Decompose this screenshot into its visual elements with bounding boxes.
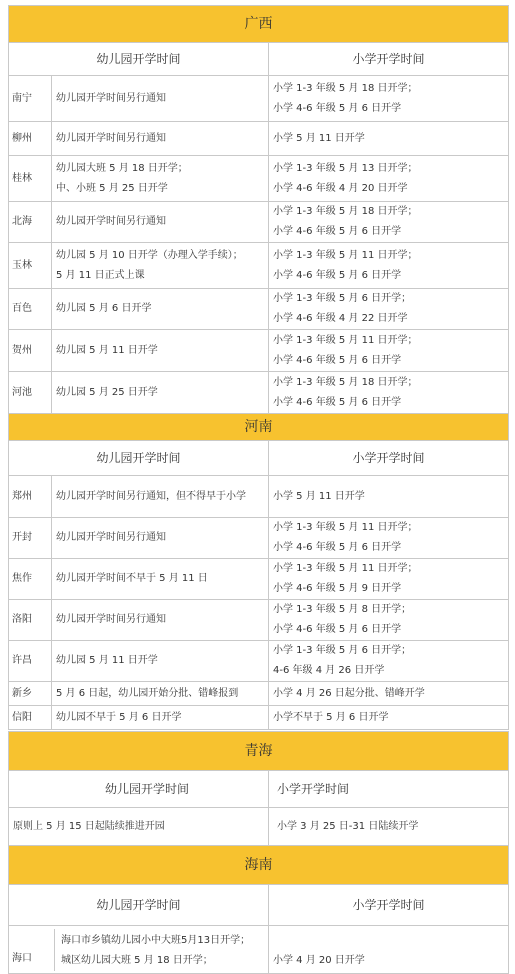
hainan-row-inner xyxy=(9,929,268,971)
city-cell: 南宁 xyxy=(9,76,52,122)
kindergarten-text: 幼儿园开学时间不早于 5 月 11 日 xyxy=(56,573,208,584)
primary-cell xyxy=(269,289,509,330)
kindergarten-text: 幼儿园 5 月 10 日开学（办理入学手续）； xyxy=(56,249,243,261)
table-row xyxy=(9,202,509,243)
primary-cell xyxy=(269,202,509,243)
kindergarten-text: 幼儿园开学时间另行通知 xyxy=(56,92,166,104)
primary-text: 小学 1-3 年级 5 月 11 日开学； xyxy=(273,563,418,574)
primary-text: 小学 4-6 年级 5 月 9 日开学 xyxy=(273,583,402,594)
kindergarten-text: 海口市乡镇幼儿园小中大班5月13日开学； xyxy=(61,934,251,946)
kindergarten-column-header: 幼儿园开学时间 xyxy=(9,771,269,808)
hainan-province-header xyxy=(9,846,509,885)
kindergarten-text: 幼儿园开学时间另行通知，但不得早于小学 xyxy=(56,490,246,502)
qinghai-hainan-table xyxy=(8,731,509,974)
province-title: 广西 xyxy=(9,6,509,43)
city-cell: 洛阳 xyxy=(9,600,52,641)
kindergarten-cell xyxy=(52,518,269,559)
primary-cell xyxy=(269,243,509,289)
kindergarten-cell xyxy=(52,243,269,289)
table-row xyxy=(9,559,509,600)
primary-text: 4-6 年级 4 月 26 日开学 xyxy=(273,665,385,676)
primary-column-header: 小学开学时间 xyxy=(269,43,509,76)
city-cell: 贺州 xyxy=(9,330,52,372)
primary-cell xyxy=(269,682,509,706)
henan-province-header xyxy=(9,414,509,441)
primary-cell xyxy=(269,476,509,518)
table-row xyxy=(9,706,509,730)
table-row xyxy=(9,243,509,289)
primary-text: 小学 1-3 年级 5 月 8 日开学； xyxy=(273,604,412,615)
primary-text: 小学 4-6 年级 4 月 22 日开学 xyxy=(273,313,408,324)
table-row xyxy=(9,330,509,372)
primary-cell: 小学 3 月 25 日-31 日陆续开学 xyxy=(269,808,509,846)
primary-cell xyxy=(269,641,509,682)
province-title: 海南 xyxy=(9,846,509,885)
table-row xyxy=(9,641,509,682)
primary-text: 小学 1-3 年级 5 月 6 日开学； xyxy=(273,293,412,304)
primary-text: 小学 1-3 年级 5 月 11 日开学； xyxy=(273,522,418,533)
kindergarten-text: 幼儿园 5 月 6 日开学 xyxy=(56,303,152,314)
table-row xyxy=(9,476,509,518)
primary-cell xyxy=(269,76,509,122)
city-cell: 许昌 xyxy=(9,641,52,682)
kindergarten-cell xyxy=(9,926,269,974)
table-row xyxy=(9,289,509,330)
guangxi-henan-table xyxy=(8,5,509,730)
primary-cell xyxy=(269,156,509,202)
primary-text: 小学不早于 5 月 6 日开学 xyxy=(273,711,389,723)
city-cell: 信阳 xyxy=(9,706,52,730)
table-row xyxy=(9,682,509,706)
column-header-row xyxy=(9,885,509,926)
city-cell: 开封 xyxy=(9,518,52,559)
primary-cell xyxy=(269,372,509,414)
kindergarten-text: 幼儿园开学时间另行通知 xyxy=(56,216,166,227)
primary-text: 小学 4-6 年级 5 月 6 日开学 xyxy=(273,226,402,237)
city-cell: 桂林 xyxy=(9,156,52,202)
kindergarten-cell xyxy=(52,682,269,706)
city-cell: 河池 xyxy=(9,372,52,414)
primary-column-header: 小学开学时间 xyxy=(269,771,509,808)
city-cell: 郑州 xyxy=(9,476,52,518)
primary-text: 小学 4-6 年级 5 月 6 日开学 xyxy=(273,269,402,281)
table-row xyxy=(9,926,509,974)
kindergarten-cell xyxy=(52,122,269,156)
kindergarten-column-header: 幼儿园开学时间 xyxy=(9,441,269,476)
kindergarten-cell xyxy=(52,641,269,682)
kindergarten-text: 幼儿园开学时间另行通知 xyxy=(56,614,166,625)
city-cell: 海口 xyxy=(9,929,55,971)
primary-cell xyxy=(269,559,509,600)
primary-cell xyxy=(269,518,509,559)
primary-text: 小学 1-3 年级 5 月 18 日开学； xyxy=(273,376,418,388)
kindergarten-text: 幼儿园 5 月 11 日开学 xyxy=(56,344,158,356)
kindergarten-text: 5 月 11 日正式上课 xyxy=(56,269,145,281)
city-cell: 百色 xyxy=(9,289,52,330)
primary-text: 小学 4-6 年级 4 月 20 日开学 xyxy=(273,182,408,194)
kindergarten-column-header: 幼儿园开学时间 xyxy=(9,43,269,76)
city-cell: 焦作 xyxy=(9,559,52,600)
kindergarten-cell xyxy=(52,330,269,372)
primary-text: 小学 4-6 年级 5 月 6 日开学 xyxy=(273,396,402,408)
column-header-row xyxy=(9,771,509,808)
primary-text: 小学 4-6 年级 5 月 6 日开学 xyxy=(273,542,402,553)
kindergarten-cell xyxy=(52,76,269,122)
primary-text: 小学 4-6 年级 5 月 6 日开学 xyxy=(273,354,402,366)
kindergarten-text: 幼儿园 5 月 11 日开学 xyxy=(56,655,158,666)
province-title: 青海 xyxy=(9,732,509,771)
primary-text: 小学 1-3 年级 5 月 11 日开学； xyxy=(273,334,418,346)
kindergarten-cell xyxy=(52,289,269,330)
primary-column-header: 小学开学时间 xyxy=(269,441,509,476)
primary-text: 小学 4 月 26 日起分批、错峰开学 xyxy=(273,687,425,699)
kindergarten-text: 城区幼儿园大班 5 月 18 日开学； xyxy=(61,954,213,966)
kindergarten-cell xyxy=(52,156,269,202)
primary-cell xyxy=(269,600,509,641)
city-cell: 新乡 xyxy=(9,682,52,706)
primary-text: 小学 5 月 11 日开学 xyxy=(273,132,365,144)
table-row xyxy=(9,808,509,846)
column-header-row xyxy=(9,441,509,476)
kindergarten-text: 幼儿园不早于 5 月 6 日开学 xyxy=(56,711,182,723)
primary-cell xyxy=(269,926,509,974)
primary-cell xyxy=(269,706,509,730)
primary-text: 小学 1-3 年级 5 月 11 日开学； xyxy=(273,249,418,261)
primary-cell xyxy=(269,122,509,156)
primary-text: 小学 1-3 年级 5 月 18 日开学； xyxy=(273,206,418,217)
primary-text: 小学 4-6 年级 5 月 6 日开学 xyxy=(273,102,402,114)
primary-text: 小学 1-3 年级 5 月 13 日开学； xyxy=(273,162,418,174)
city-cell: 柳州 xyxy=(9,122,52,156)
table-row xyxy=(9,372,509,414)
kindergarten-cell xyxy=(52,202,269,243)
qinghai-province-header xyxy=(9,732,509,771)
kindergarten-text: 中、小班 5 月 25 日开学 xyxy=(56,182,168,194)
kindergarten-text: 幼儿园开学时间另行通知 xyxy=(56,132,166,144)
table-row xyxy=(9,600,509,641)
primary-text: 小学 1-3 年级 5 月 6 日开学； xyxy=(273,645,412,656)
kindergarten-text: 5 月 6 日起，幼儿园开始分批、错峰报到 xyxy=(56,687,239,699)
guangxi-province-header xyxy=(9,6,509,43)
kindergarten-text: 幼儿园开学时间另行通知 xyxy=(56,532,166,543)
column-header-row xyxy=(9,43,509,76)
city-cell: 玉林 xyxy=(9,243,52,289)
primary-column-header: 小学开学时间 xyxy=(269,885,509,926)
kindergarten-text-block xyxy=(55,929,250,971)
kindergarten-text: 幼儿园大班 5 月 18 日开学； xyxy=(56,162,188,174)
primary-text: 小学 4-6 年级 5 月 6 日开学 xyxy=(273,624,402,635)
table-row xyxy=(9,122,509,156)
primary-text: 小学 5 月 11 日开学 xyxy=(273,490,365,502)
table-row xyxy=(9,156,509,202)
city-cell: 北海 xyxy=(9,202,52,243)
kindergarten-cell xyxy=(52,559,269,600)
kindergarten-cell xyxy=(52,372,269,414)
primary-text: 小学 1-3 年级 5 月 18 日开学； xyxy=(273,82,418,94)
province-title: 河南 xyxy=(9,414,509,441)
table-row xyxy=(9,518,509,559)
table-row xyxy=(9,76,509,122)
kindergarten-cell: 原则上 5 月 15 日起陆续推进开园 xyxy=(9,808,269,846)
kindergarten-text: 幼儿园 5 月 25 日开学 xyxy=(56,386,158,398)
primary-cell xyxy=(269,330,509,372)
primary-text: 小学 4 月 20 日开学 xyxy=(273,955,365,966)
kindergarten-cell xyxy=(52,476,269,518)
kindergarten-cell xyxy=(52,600,269,641)
kindergarten-column-header: 幼儿园开学时间 xyxy=(9,885,269,926)
kindergarten-cell xyxy=(52,706,269,730)
